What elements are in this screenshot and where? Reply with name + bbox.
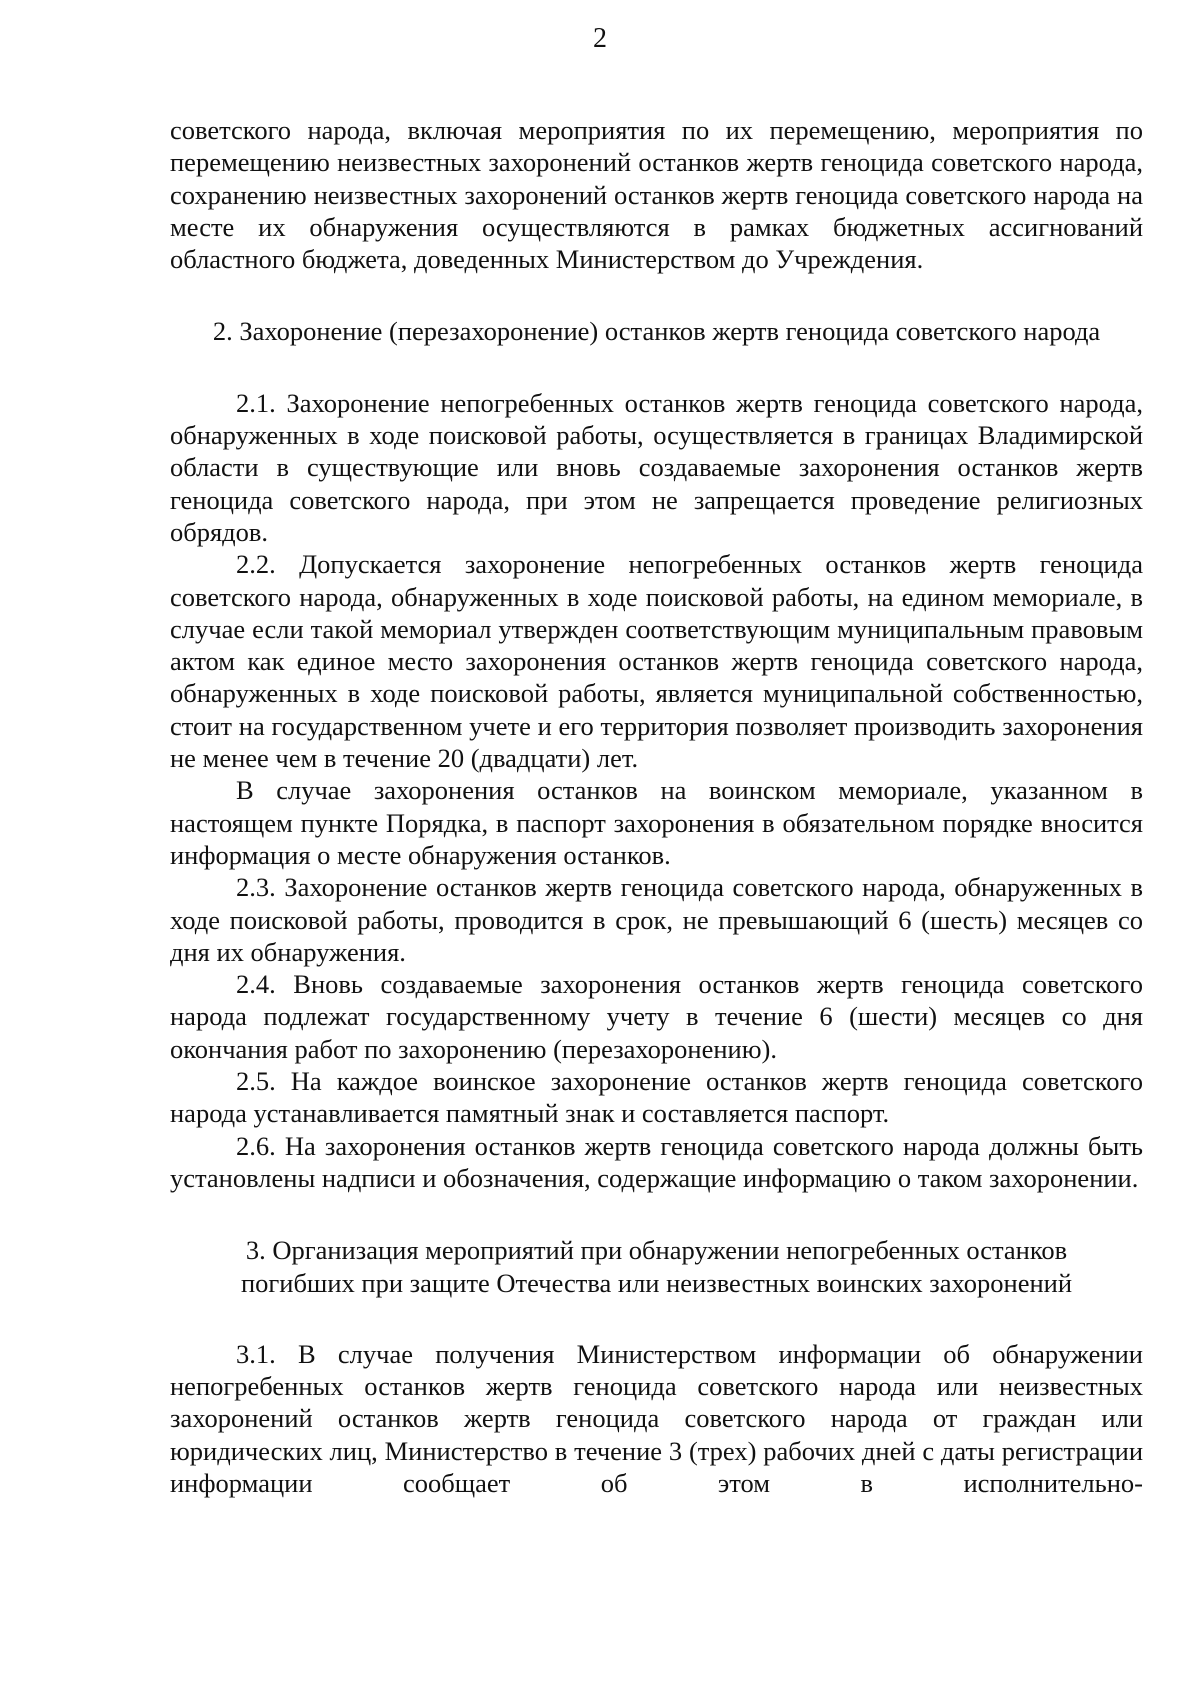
paragraph-2-2: 2.2. Допускается захоронение непогребенных останков жертв геноцида советского народа, обнаруженных в ходе поисковой работы, на едином мемориале, в случае если такой мемориал утвержден соответствующим муниципальным правовым актом как единое место захоронения останков жертв геноцида советского народа, обнаруженных в ходе поисковой работы, является муниципальной собственностью, стоит на государственном учете и его территория позволяет производить захоронения не менее чем в течение 20 (двадцати) лет. <box>170 549 1143 774</box>
section-2-heading: 2. Захоронение (перезахоронение) останков жертв геноцида советского народа <box>212 316 1101 347</box>
spacer <box>170 1194 1143 1234</box>
paragraph-2-1: 2.1. Захоронение непогребенных останков жертв геноцида советского народа, обнаруженных в ходе поисковой работы, осуществляется в границах Владимирской области в существующие или вновь создаваемые захоронения останков жертв геноцида советского народа, при этом не запрещается проведение религиозных обрядов. <box>170 387 1143 547</box>
document-body <box>170 114 1143 1499</box>
section-3-heading-line-1: 3. Организация мероприятий при обнаружении непогребенных останков <box>245 1235 1068 1266</box>
paragraph-2-3: 2.3. Захоронение останков жертв геноцида советского народа, обнаруженных в ходе поисковой работы, проводится в срок, не превышающий 6 (шесть) месяцев со дня их обнаружения. <box>170 872 1143 967</box>
spacer <box>170 348 1143 387</box>
paragraph-2-6: 2.6. На захоронения останков жертв геноцида советского народа должны быть установлены надписи и обозначения, содержащие информацию о таком захоронении. <box>170 1130 1143 1193</box>
section-3-heading-line-2: погибших при защите Отечества или неизвестных воинских захоронений <box>240 1267 1073 1298</box>
paragraph-continuation: советского народа, включая мероприятия по их перемещению, мероприятия по перемещению неизвестных захоронений останков жертв геноцида советского народа, сохранению неизвестных захоронений останков жертв геноцида советского народа на месте их обнаружения осуществляются в рамках бюджетных ассигнований областного бюджета, доведенных Министерством до Учреждения. <box>170 115 1143 275</box>
paragraph-2-4: 2.4. Вновь создаваемые захоронения останков жертв геноцида советского народа подлежат государственному учету в течение 6 (шести) месяцев со дня окончания работ по захоронению (перезахоронению). <box>170 969 1143 1064</box>
paragraph-2-5: 2.5. На каждое воинское захоронение останков жертв геноцида советского народа устанавливается памятный знак и составляется паспорт. <box>170 1066 1143 1129</box>
spacer <box>170 1299 1143 1338</box>
spacer <box>170 275 1143 315</box>
paragraph-2-2-note: В случае захоронения останков на воинском мемориале, указанном в настоящем пункте Порядка, в паспорт захоронения в обязательном порядке вносится информация о месте обнаружения останков. <box>170 775 1143 870</box>
paragraph-3-1: 3.1. В случае получения Министерством информации об обнаружении непогребенных останков жертв геноцида советского народа или неизвестных захоронений останков жертв геноцида советского народа от граждан или юридических лиц, Министерство в течение 3 (трех) рабочих дней с даты регистрации информации сообщает об этом в исполнительно- <box>170 1338 1143 1498</box>
page-number: 2 <box>593 23 607 54</box>
